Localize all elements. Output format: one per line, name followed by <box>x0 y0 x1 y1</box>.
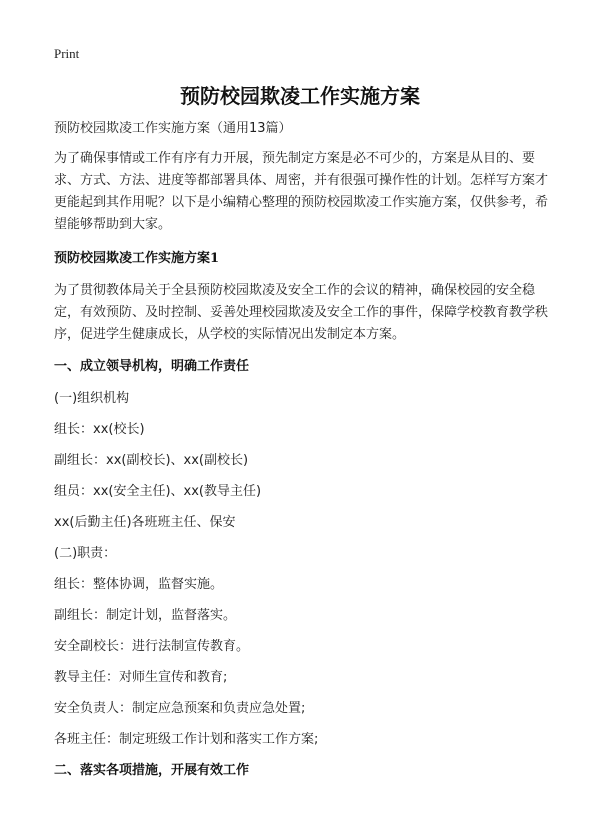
section-heading-1: 预防校园欺凌工作实施方案1 <box>54 251 220 266</box>
intro-paragraph: 为了确保事情或工作有序有力开展，预先制定方案是必不可少的，方案是从目的、要求、方式、方法、进度等都部署具体、周密，并有很强可操作性的计划。怎样写方案才更能起到其作用呢？以下是小编精心整理的预防校园欺凌工作实施方案，仅供参考，希望能够帮助到大家。 <box>54 151 549 232</box>
org-structure-label: (一)组织机构 <box>54 391 130 406</box>
duty-item: 各班主任：制定班级工作计划和落实工作方案; <box>54 732 319 747</box>
print-link[interactable]: Print <box>54 46 80 61</box>
document-subtitle: 预防校园欺凌工作实施方案（通用13篇） <box>54 121 292 136</box>
duty-item: 组长：整体协调，监督实施。 <box>54 577 224 592</box>
duties-label: (二)职责： <box>54 546 117 561</box>
heading-implement-measures: 二、落实各项措施，开展有效工作 <box>54 763 250 778</box>
page-title: 预防校园欺凌工作实施方案 <box>180 84 420 108</box>
document-body <box>54 118 554 792</box>
org-members-line: 组员：xx(安全主任)、xx(教导主任) <box>54 484 262 499</box>
org-others-line: xx(后勤主任)各班班主任、保安 <box>54 515 236 530</box>
section-1-paragraph: 为了贯彻教体局关于全县预防校园欺凌及安全工作的会议的精神，确保校园的安全稳定，有效预防、及时控制、妥善处理校园欺凌及安全工作的事件，保障学校教育教学秩序，促进学生健康成长，从学校的实际情况出发制定本方案。 <box>54 283 549 342</box>
duty-item: 副组长：制定计划，监督落实。 <box>54 608 237 623</box>
duty-item: 教导主任：对师生宣传和教育; <box>54 670 228 685</box>
duty-item: 安全负责人：制定应急预案和负责应急处置; <box>54 701 306 716</box>
org-leader-line: 组长：xx(校长) <box>54 422 145 437</box>
duty-item: 安全副校长：进行法制宣传教育。 <box>54 639 250 654</box>
org-deputy-line: 副组长：xx(副校长)、xx(副校长) <box>54 453 249 468</box>
heading-establish-leadership: 一、成立领导机构，明确工作责任 <box>54 359 250 374</box>
